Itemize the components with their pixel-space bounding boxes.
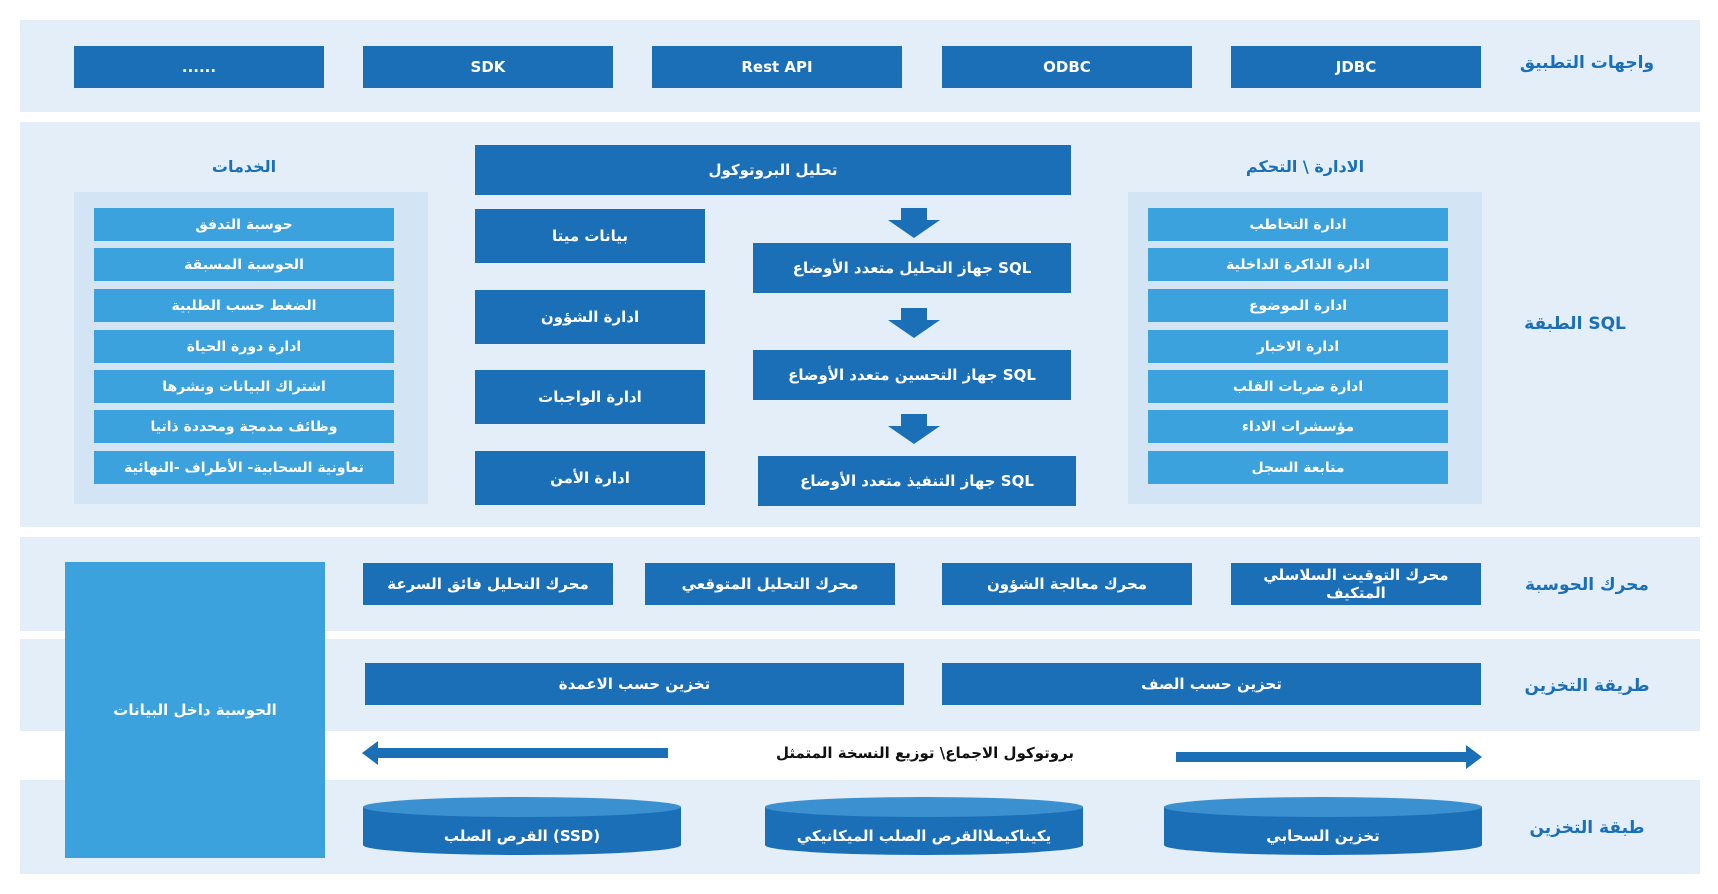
admin-box-security: ادارة الأمن xyxy=(475,451,705,505)
left-arrow-icon xyxy=(362,740,670,766)
management-item: ادارة الذاكرة الداخلية xyxy=(1148,248,1448,281)
interface-jdbc: JDBC xyxy=(1231,46,1481,88)
interface-rest-api: Rest API xyxy=(652,46,902,88)
cloud-storage-cylinder xyxy=(1164,797,1482,857)
cloud-storage-label: تخزين السحابي xyxy=(1266,827,1380,845)
management-item: ادارة الاخبار xyxy=(1148,330,1448,363)
management-panel xyxy=(1128,192,1482,504)
services-item: وظائف مدمجة ومحددة ذاتيا xyxy=(94,410,394,443)
interface-more: ...... xyxy=(74,46,324,88)
interface-odbc: ODBC xyxy=(942,46,1192,88)
down-arrow-icon xyxy=(888,308,940,338)
hdd-storage-cylinder xyxy=(765,797,1083,857)
management-item: مؤسشرات الاداء xyxy=(1148,410,1448,443)
management-title: الادارة \ التحكم xyxy=(1245,157,1365,176)
down-arrow-icon xyxy=(888,414,940,444)
interface-sdk: SDK xyxy=(363,46,613,88)
compute-engine-label: محرك الحوسبة xyxy=(1525,575,1649,595)
admin-box-transactions: ادارة الشؤون xyxy=(475,290,705,344)
ssd-storage-cylinder xyxy=(363,797,681,857)
hdd-storage-label: يكيناكيملاالقرص الصلب الميكانيكي xyxy=(796,827,1052,845)
services-title: الخدمات xyxy=(211,157,277,176)
admin-box-tasks: ادارة الواجبات xyxy=(475,370,705,424)
management-item: ادارة التخاطب xyxy=(1148,208,1448,241)
sql-layer-label: الطبقة SQL xyxy=(1524,314,1626,334)
app-interfaces-label: واجهات التطبيق xyxy=(1519,53,1655,73)
sql-executor-box: جهاز التنفيذ متعدد الأوضاع SQL xyxy=(758,456,1076,506)
storage-layer-label: طبقة التخزين xyxy=(1529,818,1645,838)
management-item: ادارة ضربات القلب xyxy=(1148,370,1448,403)
engine-predictive: محرك التحليل المتوقعي xyxy=(645,563,895,605)
sql-optimizer-box: جهاز التحسين متعدد الأوضاع SQL xyxy=(753,350,1071,400)
replica-protocol-text: بروتوكول الاجماع\ توزيع النسخة المتمثل xyxy=(775,744,1075,762)
down-arrow-icon xyxy=(888,208,940,238)
services-item: تعاونية السحابية- الأطراف -النهائية xyxy=(94,451,394,484)
services-item: الضغط حسب الطلبية xyxy=(94,289,394,322)
services-item: ادارة دورة الحياة xyxy=(94,330,394,363)
management-item: ادارة الموضوع xyxy=(1148,289,1448,322)
sql-parser-box: جهاز التحليل متعدد الأوضاع SQL xyxy=(753,243,1071,293)
engine-ultrafast: محرك التحليل فائق السرعة xyxy=(363,563,613,605)
right-arrow-icon xyxy=(1176,744,1482,770)
services-item: اشتراك البيانات ونشرها xyxy=(94,370,394,403)
row-storage-box: تحزين حسب الصف xyxy=(942,663,1481,705)
in-data-computing-box: الحوسبة داخل البيانات xyxy=(65,562,325,858)
column-storage-box: تخزين حسب الاعمدة xyxy=(365,663,904,705)
ssd-storage-label: القرص الصلب (SSD) xyxy=(443,827,601,845)
services-item: حوسبة التدفق xyxy=(94,208,394,241)
services-panel xyxy=(74,192,428,504)
services-item: الحوسبة المسبقة xyxy=(94,248,394,281)
protocol-analysis-box: تحليل البروتوكول xyxy=(475,145,1071,195)
storage-method-label: طريقة التخزين xyxy=(1524,676,1650,696)
engine-transactions: محرك معالجة الشؤون xyxy=(942,563,1192,605)
admin-box-metadata: بيانات ميتا xyxy=(475,209,705,263)
management-item: متابعة السجل xyxy=(1148,451,1448,484)
engine-adaptive-timeseries: محرك التوقيت السلاسلي المتكيف xyxy=(1231,563,1481,605)
